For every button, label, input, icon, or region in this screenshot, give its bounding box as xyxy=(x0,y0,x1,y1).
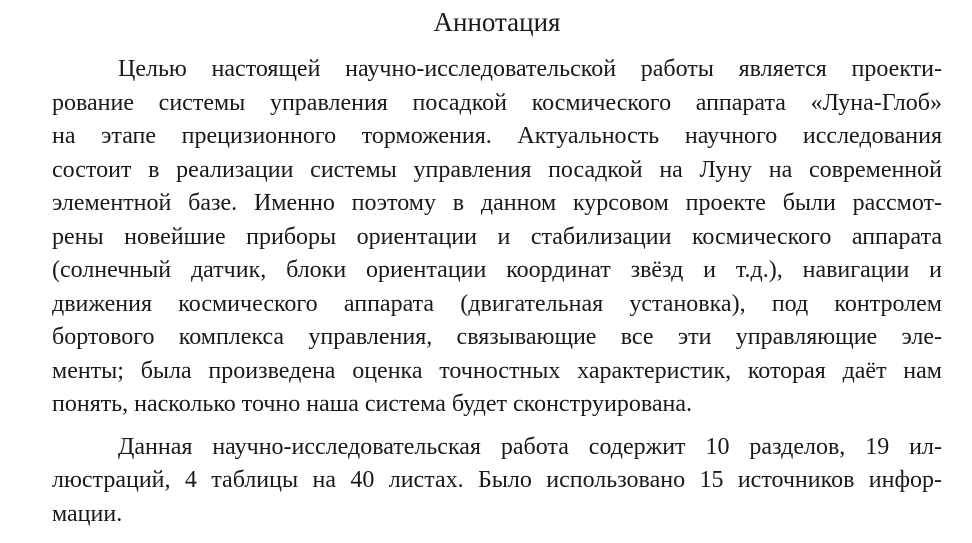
text-line: движения космического аппарата (двигательная установка), под контролем xyxy=(52,290,942,317)
text-line: Целью настоящей научно-исследовательской работы является проекти- xyxy=(118,56,942,82)
text-line: элементной базе. Именно поэтому в данном курсовом проекте были рассмот- xyxy=(52,190,942,216)
text-line: понять, насколько точно наша система будет сконструирована. xyxy=(52,391,693,417)
text-line: рование системы управления посадкой космического аппарата «Луна-Глоб» xyxy=(52,89,942,116)
text-line: состоит в реализации системы управления посадкой на Луну на современной xyxy=(52,156,942,183)
text-line: рены новейшие приборы ориентации и стабилизации космического аппарата xyxy=(52,223,942,250)
document-page xyxy=(52,0,942,531)
text-line: менты; была произведена оценка точностных характеристик, которая даёт нам xyxy=(52,357,942,384)
text-line: люстраций, 4 таблицы на 40 листах. Было использовано 15 источников инфор- xyxy=(52,467,942,493)
paragraph-summary xyxy=(52,431,942,532)
text-line: бортового комплекса управления, связывающие все эти управляющие эле- xyxy=(52,324,942,350)
text-line: Данная научно-исследовательская работа содержит 10 разделов, 19 ил- xyxy=(118,433,942,460)
document-title: Аннотация xyxy=(433,7,561,37)
text-line: мации. xyxy=(52,500,123,527)
text-line: на этапе прецизионного торможения. Актуальность научного исследования xyxy=(52,123,942,149)
paragraph-purpose xyxy=(52,53,942,422)
text-line: (солнечный датчик, блоки ориентации координат звёзд и т.д.), навигации и xyxy=(52,257,942,283)
